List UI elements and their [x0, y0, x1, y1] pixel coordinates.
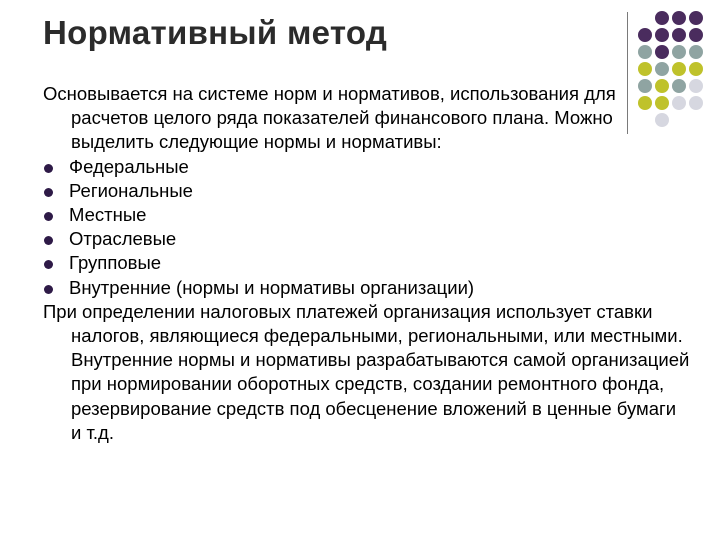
bullet-item — [43, 251, 691, 275]
bullet-item — [43, 155, 691, 179]
decorative-dot — [638, 62, 652, 76]
decorative-dot — [689, 45, 703, 59]
decorative-dot — [638, 45, 652, 59]
bullet-dot-icon — [44, 188, 53, 197]
decorative-dot — [672, 28, 686, 42]
closing-paragraph: При определении налоговых платежей организация использует ставки налогов, являющиеся федеральными, региональными, или местными. Внутренние нормы и нормативы разрабатываются самой организацией при нормировании оборотных средств, создании ремонтного фонда, резервирование средств под обесценение вложений в ценные бумаги и т.д. — [43, 300, 690, 443]
bullet-text: Отраслевые — [69, 228, 177, 250]
slide-body — [43, 82, 691, 445]
bullet-item — [43, 276, 691, 300]
bullet-item — [43, 179, 691, 203]
decorative-dot — [672, 11, 686, 25]
bullet-item — [43, 227, 691, 251]
decorative-dot — [655, 45, 669, 59]
bullet-text: Федеральные — [69, 155, 189, 177]
decorative-dot — [672, 62, 686, 76]
decorative-dot — [655, 62, 669, 76]
bullet-dot-icon — [44, 285, 53, 294]
bullet-text: Групповые — [69, 252, 162, 274]
decorative-dot — [689, 28, 703, 42]
bullet-text: Региональные — [69, 179, 193, 201]
decorative-dot — [689, 11, 703, 25]
bullet-item — [43, 203, 691, 227]
decorative-dot — [689, 62, 703, 76]
decorative-dot — [655, 11, 669, 25]
bullet-text: Внутренние (нормы и нормативы организации) — [69, 276, 475, 298]
bullet-text: Местные — [69, 204, 147, 226]
decorative-dot — [638, 28, 652, 42]
decorative-dot — [689, 79, 703, 93]
bullet-dot-icon — [44, 212, 53, 221]
bullet-dot-icon — [44, 260, 53, 269]
decorative-dot — [655, 28, 669, 42]
decorative-dot — [689, 96, 703, 110]
bullet-list — [43, 155, 691, 300]
bullet-dot-icon — [44, 164, 53, 173]
intro-paragraph: Основывается на системе норм и нормативов, использования для расчетов целого ряда показателей финансового плана. Можно выделить следующие нормы и нормативы: — [43, 83, 616, 153]
slide-title: Нормативный метод — [43, 14, 388, 51]
bullet-dot-icon — [44, 236, 53, 245]
decorative-dot — [672, 45, 686, 59]
